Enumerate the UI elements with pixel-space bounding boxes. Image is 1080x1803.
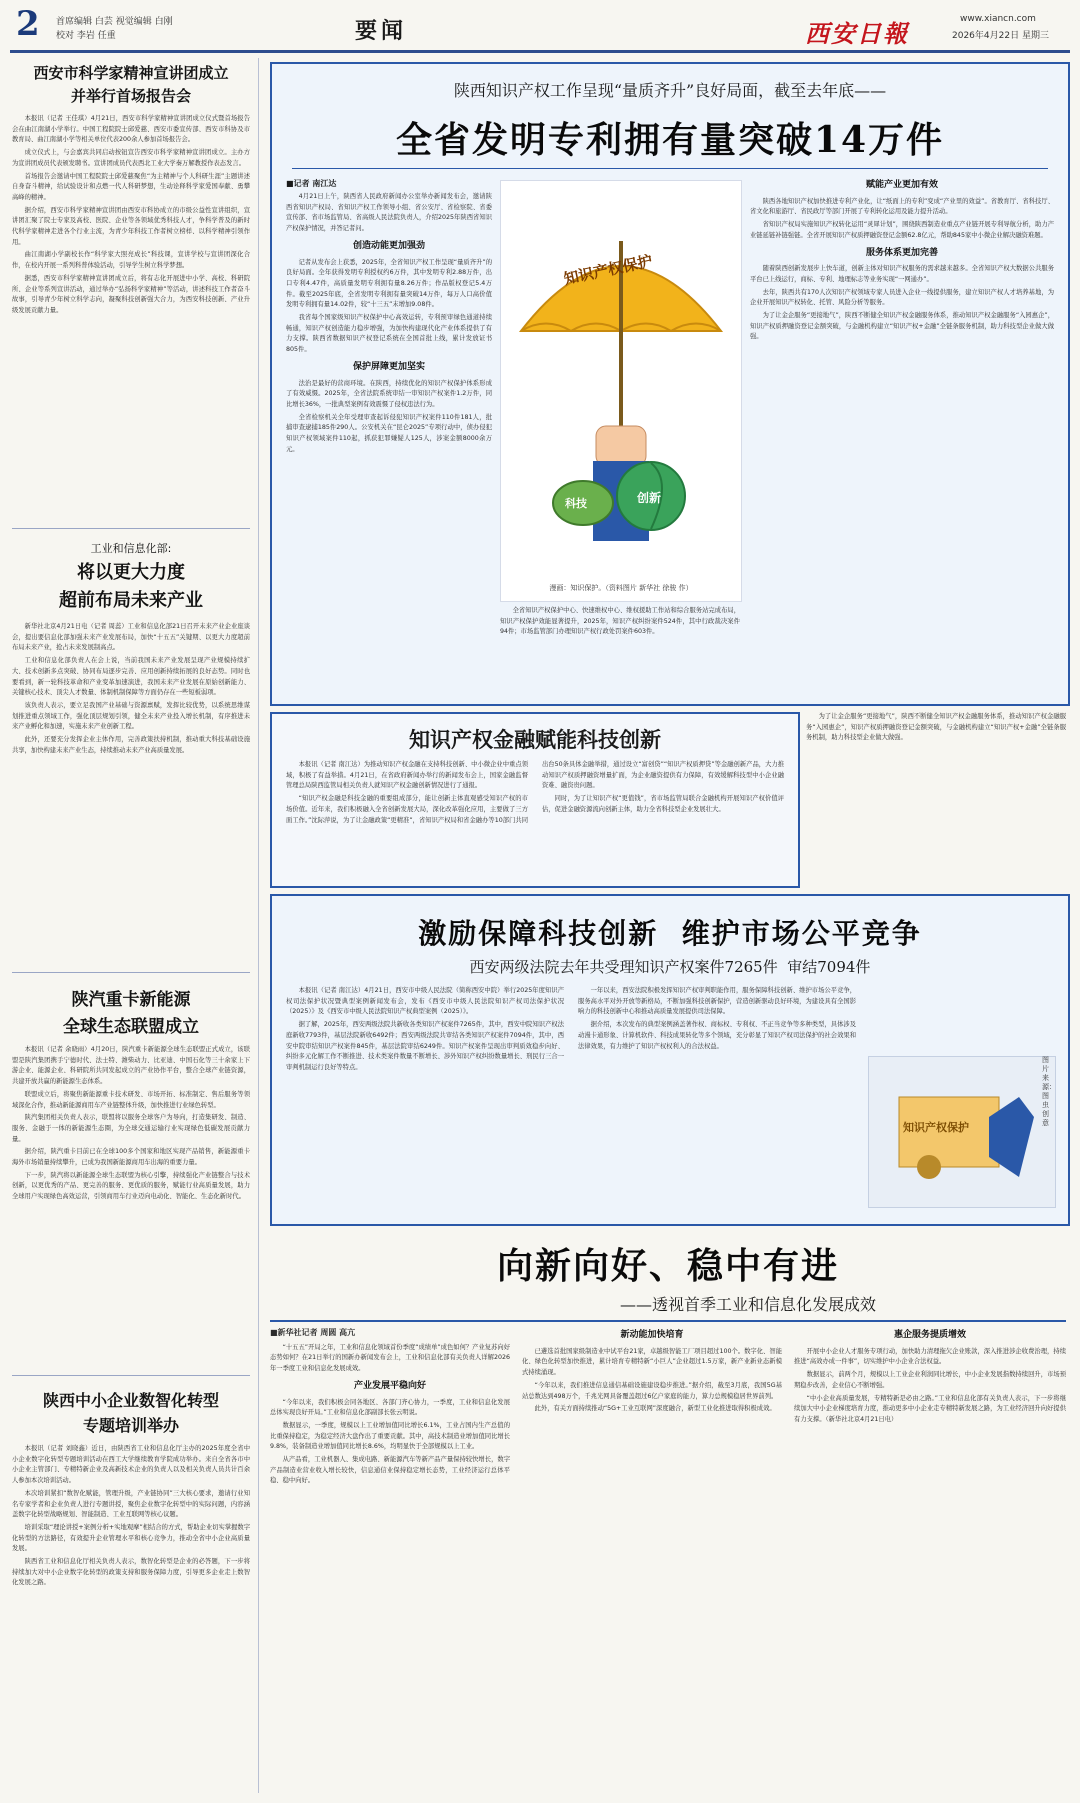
paragraph: 曲江南湖小学副校长作“科学家大照亮成长”科技课，宣讲学校与宣讲团深化合作，在校内开展一系列科普体验活动，引导学生树立科学梦想。 (12, 251, 250, 270)
article-scientist-spirit (12, 62, 250, 516)
paragraph: 此外，还要充分发挥企业主体作用，完善政策扶持机制，推动重大科技基础设施共享，加快构建未来产业生态，持续推动未来产业高质量发展。 (12, 736, 250, 754)
box-headline: 激励保障科技创新 维护市场公平竞争 (418, 917, 922, 950)
byline: ■新华社记者 周圆 高亢 (270, 1328, 356, 1337)
box-headline: 全省发明专利拥有量突破14万件 (395, 119, 945, 161)
divider (12, 1375, 250, 1376)
paragraph: “知识产权金融是科技金融的重要组成部分，能让创新主体直观感受知识产权的市场价值。近年来，我们积极融入全省创新发展大局，深化改革强化应用，主要做了三方面工作。”沈际萍说，为了让金融政策“更精准”，省知识产权局和省金融办等10部门共同出台50条具体金融举措，通过设立“富创贷”“知识产权质押贷”等金融创新产品，大力推动知识产权质押融资增量扩面，为企业融资提供有力保障，有效缓解科技型中小企业融资难、融资贵问题。 (286, 761, 784, 824)
paragraph: 一年以来，西安法院积极发挥知识产权审判职能作用，服务保障科技创新、维护市场公平竞争，服务高水平对外开放等新格局，不断加强科技创新保护，营造创新驱动良好环境，为建设具有全国影响力的科技创新中心和推动高质量发展提供司法保障。 (578, 987, 856, 1016)
paragraph: 去年，陕西共有170人次知识产权领域专家人员进入企业一线提供服务，建立知识产权人才培养基地，为企业开展知识产权转化、托管、风险分析等服务。 (750, 288, 1054, 307)
subhead: 赋能产业更加有效 (865, 180, 938, 190)
divider (12, 972, 250, 973)
paragraph: 4月21日上午，陕西省人民政府新闻办公室举办新闻发布会，邀请陕西省知识产权局、省知识产权工作领导小组、省公安厅、省检察院、省委宣传部、省市场监管局、省高级人民法院负责人，介绍2025年陕西省知识产权保护情况，并答记者问。 (286, 193, 492, 233)
paragraph: 培训采取“理论讲授+案例分析+实地观摩”相结合的方式，帮助企业切实掌握数字化转型的方法路径，有效提升企业管理水平和核心竞争力，推动全省中小企业高质量发展。 (12, 1523, 250, 1553)
image-caption: 漫画：知识保护。（资料图片 新华社 徐骏 作） (549, 584, 693, 592)
paragraph: “今年以来，我们推进信息通信基础设施建设稳步推进。”据介绍，截至3月底，我国5G基站总数达到498万个，千兆光网具备覆盖超过6亿户家庭的能力，算力总规模稳居世界前列。 (522, 1381, 782, 1400)
paragraph: 我省每个国家级知识产权保护中心高效运转，专利预审绿色通道持续畅通，知识产权创造能力稳步增强，为加快构建现代化产业体系提供了有力支撑。陕西省数据知识产权登记系统在全国首批上线，累计发放证书805件。 (286, 314, 492, 354)
box-kicker: 陕西知识产权工作呈现“量质齐升”良好局面，截至去年底—— (453, 81, 887, 100)
article-title: 陕西中小企业数智化转型 (42, 1391, 219, 1410)
image-label: 知识产权保护 (903, 1121, 969, 1134)
paragraph: 下一步，陕汽将以新能源全球生态联盟为核心引擎，持续强化产业链整合与技术创新，以更优秀的产品、更完善的服务、更优质的服务，赋能行业高质量发展，助力全球用户实现绿色高效运营，引领商用车行业迈向电动化、智能化、生态化新时代。 (12, 1171, 250, 1201)
feature-box-patents (270, 62, 1070, 706)
paragraph: 法治是最好的营商环境。在陕西，持续优化的知识产权保护体系形成了有效威慑。2025年，全省法院系统审结一审知识产权案件1.2万件，同比增长36%，一批典型案例有效震慑了侵权违法行为。 (286, 379, 492, 408)
box-col-1 (270, 1328, 510, 1788)
article-sme-training (12, 1388, 250, 1782)
paragraph: 据悉，西安市科学家精神宣讲团成立后，将有志化开展进中小学、高校、科研院所、企业等系列宣讲活动，通过举办“弘扬科学家精神”等活动，讲述科技工作者奋斗故事，引导青少年树立科学志向，凝聚科技创新强大合力，为西安科技创新、产业升级发展贡献力量。 (12, 274, 250, 314)
paragraph: 据介绍，本次发布的典型案例涵盖著作权、商标权、专利权、不正当竞争等多种类型，具体涉及动漫卡通形象、计算机软件、科技成果转化等多个领域，充分彰显了知识产权司法保护的社会效果和法律效果，有力维护了知识产权权利人的合法权益。 (578, 1021, 856, 1050)
article-title: 陕汽重卡新能源 (71, 990, 191, 1010)
box-subhead: 西安两级法院去年共受理知识产权案件7265件 审结7094件 (469, 958, 871, 976)
feature-industry (270, 1232, 1066, 1792)
box-body (286, 986, 856, 1214)
paragraph: 新华社北京4月21日电（记者 周蕊）工业和信息化部21日召开未来产业企业座谈会，提出要信息化部加强未来产业发展布局，加快“十五五”关键期、以更大力度超前布局未来产业，抢占未来发展制高点。 (12, 623, 250, 652)
paragraph: 全省检察机关全年受理审查起诉侵犯知识产权案件110件181人，批捕审查逮捕185件290人。公安机关在“昆仑2025”专项行动中，侦办侵犯知识产权领域案件110起，抓获犯罪嫌疑人125人，涉案金额8000余万元。 (286, 413, 492, 453)
header-rule (10, 50, 1070, 53)
paragraph: 本报讯（记者 南江达）4月21日，西安市中级人民法院（简称西安中院）举行2025年度知识产权司法保护状况暨典型案例新闻发布会，发布《西安市中级人民法院知识产权司法保护状况（2025）》及《西安市中级人民法院知识产权典型案例（2025）》。 (286, 987, 564, 1016)
subhead: 创造动能更加强劲 (352, 240, 425, 251)
subhead: 保护屏障更加坚实 (352, 361, 425, 372)
leaf-label-1: 科技 (565, 497, 587, 510)
article-title: 将以更大力度 (77, 562, 185, 583)
article-title-2: 超前布局未来产业 (59, 590, 203, 611)
byline: ■记者 南江达 (286, 179, 337, 188)
page-number: 2 (16, 4, 40, 44)
box-col-3 (794, 1328, 1066, 1788)
article-title-2: 并举行首场报告会 (70, 87, 191, 105)
paragraph: 联盟成立后，将聚焦新能源重卡技术研发、市场开拓、标准制定、售后服务等领域深化合作，推动新能源商用车产业链整体升级，加快推进行业绿色转型。 (12, 1090, 250, 1109)
paragraph: “十五五”开局之年，工业和信息化领域首份季度“成绩单”成色如何？产业复苏向好态势如何？在21日举行的国新办新闻发布会上，工业和信息化部有关负责人详解2026年一季度工业和信息化发展成效。 (270, 1343, 510, 1373)
image-caption: 图片来源：图虫创意 (1042, 1056, 1056, 1127)
paragraph: “中小企业高质量发展，专精特新是必由之路。”工业和信息化部有关负责人表示，下一步将继续加大中小企业梯度培育力度，推动更多中小企业走专精特新发展之路，为工业经济回升向好提供有力支撑。（新华社北京4月21日电） (794, 1394, 1066, 1423)
paragraph: 此外，有关方面持续推动“5G+工业互联网”深度融合，新型工业化推进取得积极成效。 (534, 1405, 776, 1413)
headline-rule (292, 168, 1048, 169)
paragraph: 据介绍，西安市科学家精神宣讲团由西安市科协成立的市级公益性宣讲组织，宣讲团汇聚了院士专家及高校、医院、企业等各领域优秀科技人才，争科学普及的新时代科学家精神走进各个行业主流，为青少年科技工作者树立榜样、以科学精神引领作用。 (12, 206, 250, 246)
paragraph: 据了解，2025年，西安两级法院共新收各类知识产权案件7265件，其中，西安中院知识产权法庭新收7793件，基层法院新收6492件；西安两级法院共审结各类知识产权案件7094件，其中，西安中院审结知识产权案件845件，基层法院审结6249件。知识产权案件呈现出审判质效稳步向好、纠纷多元化解工作不断推进、技术类案件数量不断增长、涉外知识产权纠纷数量增长、刑民行三合一审判机制运行良好等特点。 (286, 1021, 564, 1071)
paragraph: 工业和信息化部负责人在会上说，当前我国未来产业发展呈现产业规模持续扩大、技术创新多点突破、协同布局逐步完善、应用创新持续拓展的良好态势。同时也要看到，新一轮科技革命和产业变革加速演进，我国未来产业发展在原始创新能力、关键核心技术、顶尖人才数量、体制机制保障等方面仍存在一些短板弱项。 (12, 657, 250, 697)
article-body (12, 1444, 250, 1782)
newspaper-logo: 西安日報 (805, 19, 909, 48)
box-col-2 (500, 606, 740, 692)
article-title-2: 全球生态联盟成立 (63, 1017, 199, 1037)
article-future-industry (12, 540, 250, 962)
paragraph: 全省知识产权保护中心、快速维权中心、维权援助工作站和综合服务站完成布局，知识产权保护效能显著提升，2025年，知识产权纠纷案件524件，其中行政裁决案件94件；市场监管部门办理知识产权行政处罚案件603件。 (500, 607, 740, 636)
cartoon-illustration (500, 180, 742, 602)
subhead: 新动能加快培育 (620, 1330, 684, 1340)
box1-continuation (806, 712, 1066, 884)
paragraph: 记者从发布会上获悉，2025年，全省知识产权工作呈现“量质齐升”的良好局面。全年获得发明专利授权约6万件，其中发明专利2.88万件，出口专利4.47件，高质量发明专利拥有量8.26万件；作品版权登记5.4万件。截至2025年底，全省发明专利拥有量突破14万件，每万人口高价值发明专利拥有量14.02件，较“十三五”末增加9.08件。 (286, 258, 492, 309)
article-body (12, 114, 250, 516)
feature-box-ip-finance (270, 712, 800, 888)
masthead-bar (10, 4, 1070, 48)
subhead: 惠企服务提质增效 (893, 1330, 966, 1340)
box-body (286, 760, 784, 878)
editors-line-2: 校对 李岩 任重 (56, 31, 116, 41)
umbrella-cartoon-icon (501, 181, 741, 581)
issue-date: 2026年4月22日 星期三 (952, 31, 1049, 41)
paragraph: 本报讯（记者 王佳琪）4月21日，西安市科学家精神宣讲团成立仪式暨首场报告会在曲江南湖小学举行。中国工程院院士邱爱慈、西安市委宣传部、西安市科协及市教育局、曲江南湖小学等相关单位代表200余人参加首场报告会。 (12, 115, 250, 144)
paragraph: 已遴选首批国家级制造业中试平台21家，卓越级智能工厂项目超过100个。数字化、智能化、绿色化转型加快推进，累计培育专精特新“小巨人”企业超过1.5万家，新产业新业态新模式持续涌现。 (522, 1347, 782, 1377)
box-headline: 向新向好、稳中有进 (496, 1245, 839, 1287)
paragraph: 为了让金企服务“更接地气”，陕西不断健全知识产权金融服务体系，推动知识产权金融服务“入园惠企”，知识产权质押融资登记金额突破，与金融机构建立“知识产权+金融”全链条服务机制，助力科技型企业做大做强。 (750, 312, 1054, 341)
article-body (12, 622, 250, 962)
article-kicker: 工业和信息化部: (90, 542, 172, 555)
feature-image (868, 1056, 1056, 1208)
article-title: 西安市科学家精神宣讲团成立 (33, 64, 229, 82)
paragraph: 本报讯（记者 刘晓鑫）近日，由陕西省工业和信息化厅主办的2025年度全省中小企业数字化转型专题培训活动在西工大学继续教育学院成功举办。来自全省各市中小企业主管部门、专精特新企业及高新技术企业的负责人以及相关负责人员共计百余人参加本次培训活动。 (12, 1445, 250, 1485)
paragraph: 为了让金企服务“更接地气”，陕西不断健全知识产权金融服务体系，推动知识产权金融服务“入园惠企”，知识产权质押融资登记金额突破，与金融机构建立“知识产权+金融”全链条服务机制，助力科技型企业做大做强。 (806, 713, 1066, 742)
paragraph: 数据显示，前两个月，规模以上工业企业利润同比增长，中小企业发展指数持续回升，市场预期稳步改善，企业信心不断增强。 (794, 1371, 1066, 1389)
umbrella-label: 知识产权保护 (562, 251, 655, 289)
feature-box-courts (270, 894, 1070, 1226)
leaf-label-2: 创新 (637, 491, 662, 505)
box-subhead: ——透视首季工业和信息化发展成效 (619, 1295, 876, 1314)
paragraph: 该负责人表示，要立足我国产业基础与资源禀赋，发挥比较优势，以系统思维谋划推进重点领域工作，强化顶层规划引领，健全未来产业投入增长机制，有序推进未来产业孵化和加速，实施未来产业创新工程。 (12, 701, 250, 731)
headline-rule (270, 1320, 1066, 1322)
paragraph: 本次培训紧扣“数智化赋能，管理升级，产业链协同”三大核心要求，邀请行业知名专家学者和企业负责人进行专题讲授，聚焦企业数字化转型中的实际问题，内容涵盖数字化转型战略规划、智能制造、工业互联网等核心议题。 (12, 1489, 250, 1519)
article-title-2: 专题培训举办 (82, 1416, 179, 1435)
box-headline: 知识产权金融赋能科技创新 (409, 727, 661, 752)
box-col-1 (286, 192, 492, 692)
website-url: www.xiancn.com (960, 14, 1036, 24)
paragraph: 本报讯（记者 余晓雨）4月20日，陕汽重卡新能源全球生态联盟正式成立，该联盟是陕汽集团携手宁德时代、法士特、潍柴动力、比亚迪、中国石化等三十余家上下游企业、能源企业、科研院所共同发起成立的产业协作平台，整合全球产业链资源，共建开放共赢的新能源生态体系。 (12, 1046, 250, 1086)
paragraph: 陕西省工业和信息化厅相关负责人表示，数智化转型是企业的必答题，下一步将持续加大对中小企业数字化转型的政策支持和服务保障力度，引导更多企业走上数智化发展之路。 (12, 1558, 250, 1587)
paragraph: “今年以来，我们积极会同各地区、各部门齐心协力，一季度，工业和信息化发展总体实现良好开局。”工业和信息化部副部长张云明说。 (270, 1398, 510, 1417)
divider (12, 528, 250, 529)
paragraph: 开展中小企业人才服务专项行动，加快助力清理拖欠企业账款，深入推进涉企收费治理，持续推进“高效办成一件事”，切实维护中小企业合法权益。 (794, 1347, 1066, 1366)
paragraph: 据介绍，陕汽重卡目前已在全球100多个国家和地区实现产品销售，新能源重卡海外市场销量持续攀升，已成为我国新能源商用车出海的重要力量。 (12, 1148, 250, 1167)
paragraph: 成立仪式上，与会嘉宾共同启动按钮宣告西安市科学家精神宣讲团成立。主办方为宣讲团成员代表颁发聘书。宣讲团成员代表西北工业大学秦万解教授作表态发言。 (12, 149, 250, 167)
paragraph: 陕汽集团相关负责人表示，联盟将以服务全球客户为导向，打造集研发、制造、服务、金融于一体的新能源生态圈，为全球交通运输行业实现绿色低碳发展贡献力量。 (12, 1114, 250, 1143)
subhead: 服务体系更加完善 (865, 247, 938, 258)
paragraph: 省知识产权局实施知识产权转化运用“灵犀计划”，围绕陕西制造业重点产业链开展专利导航分析，助力产业链延链补链强链。全省开展知识产权质押融资登记金额62.8亿元，帮助845家中小微企业解决融资难题。 (750, 221, 1054, 239)
paragraph: 数据显示，一季度，规模以上工业增加值同比增长6.1%，工业占国内生产总值的比重保持稳定，为稳定经济大盘作出了重要贡献。其中，高技术制造业增加值同比增长9.8%，装备制造业增加值同比增长8.6%，均明显快于全部规模以上工业。 (270, 1421, 510, 1451)
box-col-3 (750, 178, 1054, 692)
editors-line-1: 首席编辑 白芸 视觉编辑 白刚 (56, 17, 173, 27)
article-body (12, 1045, 250, 1365)
left-col-divider (258, 58, 259, 1793)
paragraph: 陕西各地知识产权加快推进专利产业化，让“纸面上的专利”变成“产业里的效益”。省教育厅、省科技厅、省文化和旅游厅、省民政厅等部门开展了专利转化运用及能力提升活动。 (750, 197, 1054, 216)
paragraph: 随着陕西创新发展步上快车道，创新主体对知识产权服务的需求越来越多。全省知识产权大数据公共服务平台已上线运行，商标、专利、地理标志等业务实现“一网通办”。 (750, 265, 1054, 283)
paragraph: 从产品看，工业机器人、集成电路、新能源汽车等新产品产量保持较快增长，数字产品制造业营业收入增长较快，信息通信业保持稳定增长态势，工业经济运行总体平稳、稳中向好。 (270, 1456, 510, 1485)
box-col-2 (522, 1328, 782, 1788)
article-shaanxi-auto (12, 985, 250, 1365)
paragraph: 本报讯（记者 南江达）为推动知识产权金融在支持科技创新、中小微企业中重点领域，积极了有益举措。4月21日，在省政府新闻办举行的新闻发布会上，国家金融监督管理总局陕西监管局相关负责人就知识产权金融创新情况进行了通报。 (286, 761, 528, 790)
subhead: 产业发展平稳向好 (353, 1380, 426, 1391)
paragraph: 首场报告会邀请中国工程院院士邱爱慈聚焦“为主精神与个人科研生涯”主题讲述自身奋斗精神，给试验设计和点燃一代人科研梦想，生动诠释科学家爱国奉献、勇攀高峰的精神。 (12, 172, 250, 201)
paragraph: 同时，为了让知识产权“更值钱”，省市场监管局联合金融机构开展知识产权价值评估，促进金融资源流向创新主体，助力全省科技型企业发展壮大。 (542, 795, 784, 813)
section-title: 要闻 (355, 19, 408, 44)
